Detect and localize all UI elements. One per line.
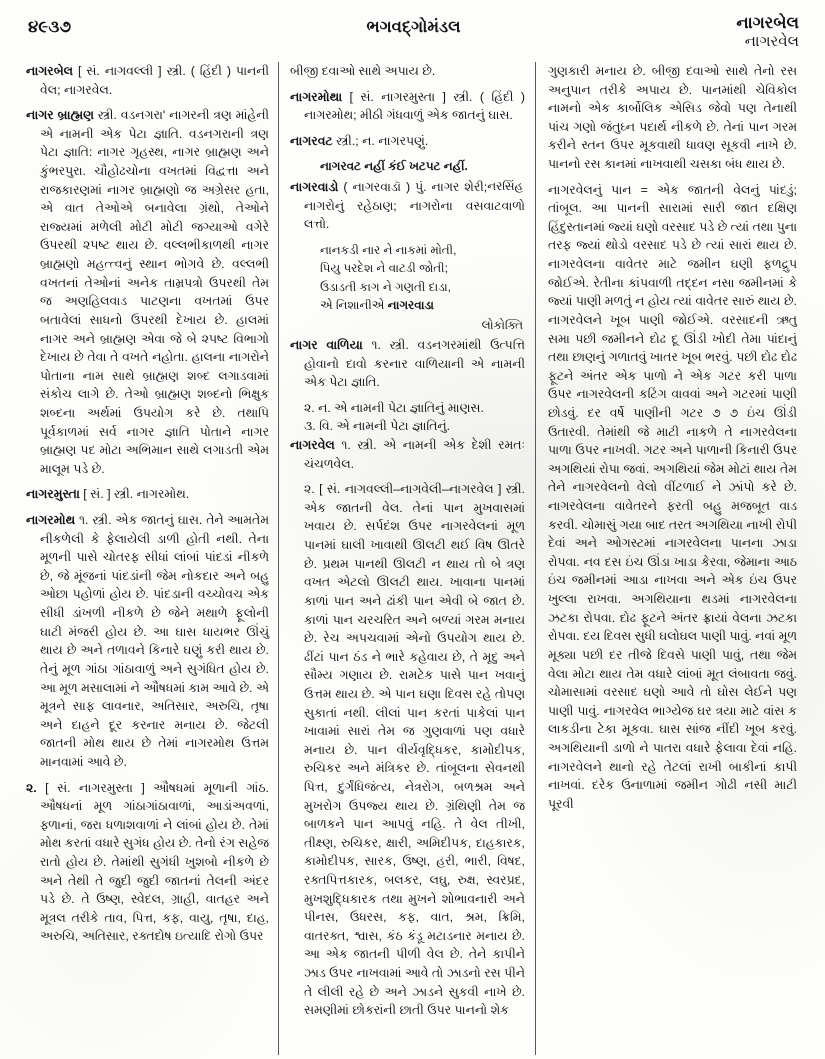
dictionary-entry bbox=[26, 511, 269, 772]
entry-definition: [ સં. નાગરમુસ્તા ] ઔષધમાં મૂળાની ગાંઠ. ઔષધનાં મૂળ ગાંઠાગાંઠાવાળાં, આડાંઅવળાં, ફ્ળાનાં, જરા ધળાશવાળાં ને લાંબાં હોય છે. તેમાં મોથ કરતાં વધારે સુગંધ હોય છે. તેનો રંગ સહેજ રાતો હોય છે. તેમાંથી સુગંધી ખુશબો નીકળે છે અને તેથી તે જુદી જુદી જાતનાં તેલની અંદર પડે છે. તે ઉષ્ણ, સ્વેદલ, ગ્રાહી, વાતહર અને મૂત્રલ તરીકે તાવ, પિત્ત, કફ, વાયુ, તૃષા, દાહ, અરુચિ, અતિસાર, રક્તદોષ ઇત્યાદિ રોગો ઉપર bbox=[36, 780, 269, 944]
running-head-plain: નાગરવેલ bbox=[744, 32, 799, 50]
entry-definition: ( નાગરવાડૉ ) પું. નાગર શેરી; નાગરોનું રહેઠાણ; નાગરોના વસવાટવાળો લત્તો. bbox=[304, 179, 525, 232]
dictionary-entry bbox=[26, 106, 269, 478]
verse-source: નરસિંહ bbox=[487, 178, 523, 193]
verse-source: લોકોક્તિ bbox=[481, 317, 523, 332]
column-container bbox=[26, 62, 803, 1055]
entry-headword: નાગરવટ bbox=[290, 133, 333, 148]
entry-headword: નાગર વાળિયા bbox=[290, 337, 363, 352]
dictionary-entry bbox=[26, 779, 269, 946]
entry-headword: નાગરમુસ્તા bbox=[26, 487, 80, 502]
verse-line: નાગરવટ નહીં કંઈ ખટપટ નહીં. bbox=[320, 159, 468, 174]
dictionary-entry bbox=[290, 132, 525, 151]
entry-headword: નાગરવેલ bbox=[290, 438, 335, 453]
page-header bbox=[28, 14, 799, 60]
dictionary-entry bbox=[290, 336, 525, 392]
verse-line: એ નિશાનીએ નાગરવાડા bbox=[320, 298, 434, 313]
dictionary-entry bbox=[26, 62, 269, 99]
continued-paragraph: નાગરવેલનું પાન = એક જાતની વેલનું પાંદડું; તાંબૂલ. આ પાનની સારામાં સારી જાત દક્ષિણ હિંદુસ્તાનમાં જ્યાં ઘણો વરસાદ પડે છે ત્યાં તથા પુના તરફ જ્યાં થોડો વરસાદ પડે છે ત્યાં સારાં થાય છે. નાગરવેલના વાવેતર માટે જમીન ઘણી ફળદ્રુપ જોઈએ. રેતીના કાંપવાળી તદ્દન નસા જમીનમાં કે જ્યાં પાણી મળતું ન હોય ત્યાં વાવેતર સારું થાય છે. નાગરવેલને ખૂબ પાણી જોઈએ. વરસાદની ઋતુ સમા પછી જમીનને દોઢ દૂ ઊંડી ખોદી તેમા પાંદાનું તથા છાણનું ગળાતવું ખાતર ખૂબ ભરવું. પછી દોઢ દોઢ ફૂટને અંતર એક પાળો ને એક ગટર કરી પાળા ઉપર નાગરવેલની કટિંગ વાવવાં અને ગટરમાં પાણી છોડવું. દર વર્ષે પાણીની ગટર ૭ ૭ ઇંચ ઊંડી ઉતારવી. તેમાંથી જે માટી નાકળે તે નાગરવેલના પાળા ઉપર નાખવી. ગટર અને પાળાની કિનારી ઉપર અગથિયાં રોપા જવાં. અગથિયાં જેમ મોટાં થાય તેમ તેને નાગરવેલનો વેલો વીંટળાઈ ને ઝાંપો કરે છે. નાગરવેલના વાવેતરને ફરતી બહુ મજબૂત વાડ કરવી. ચોમાસું ગયા બાદ તરત અગથિયા નાખી રોપી દેવાં અને ઓગસ્ટમાં નાગરવેલના પાનના ઝાડા રોપવા. નવ દસ ઇંચ ઊંડા ખાડા કેરવા, જેમાના આઠ ઇંચ જમીનમાં આડા નાખવા અને એક ઇંચ ઉપર ખુલ્લા રાખવા. અગથિયાના થડમાં નાગરવેલના ઝટકા રોપવા. દોઢ ફૂટને અંતર ફ્રાયાં વેલના ઝટકા રોપવા. દય દિવસ સુધી ઘલોઘલ પાણી પાવું. નવાં મૂળ મૂક્યા પછી દર તીજે દિવસે પાણી પાવું, તથા જેમ વેલા મોટા થાય તેમ વધારે લાંબાં મૂત લંબાવતા જવું. ચોમાસામાં વરસાદ ઘણો આવે તો ઘોસ લેઈને પણ પાણી પાવું. નાગરવેલ ભાગ્યેજ ઘર ત્રયા માટે વાંસ ક લાકડીના ટેકા મૂકવા. ઘાસ સાંજ નીંદી ખૂબ કરવું. અગથિયાની ડાળો ને પાતરા વધારે ફેલાવા દેવાં નહિ. નાગરવેલને થાનો રહે તેટલાં રાખી બાકીનાં કાપી નાખવાં. દરેક ઉનાળામાં જમીન ગોઢી નસી માટી પૂરવી bbox=[548, 182, 797, 811]
entry-definition: [ સં. ] સ્ત્રી. નાગરમોથ. bbox=[79, 487, 190, 502]
entry-definition: ૧. સ્ત્રી. એક જાતનું ઘાસ. તેને આમતેમ નીકળેલી કે ફેલાયેલી ડાળી હોતી નથી. તેના મૂળની પાસે ચોતરફ સીધાં લાંબાં પાંદડાં નીકળે છે, જે મૂંજનાં પાંદડાંની જેમ નોકદાર અને બહુ ઓછા પહોળાં હોય છે. પાંદડાની વચ્ચોવચ એક સીધી ડાંખળી નીકળે છે જેને મથાળે ફૂલોની ઘાટી મંજરી હોય છે. આ ઘાસ ધાયભર ઊંચું થાય છે અને તળાવને કિનારે ઘણું કરી થાય છે. તેનું મૂળ ગાંઠા ગાંઠાવાળું અને સુગંધિત હોય છે. આ મૂળ મસાલામાં ને ઔષધમાં કામ આવે છે. એ મૂત્રને સાફ લાવનાર, અતિસાર, અરુચિ, તૃષા અને દાહને દૂર કરનાર મનાય છે. જેટલી જાતની મોથ થાય છે તેમાં નાગરમોથ ઉત્તમ માનવામાં આવે છે. bbox=[40, 513, 269, 769]
entry-definition: [ સં. નાગરમુસ્તા ] સ્ત્રી. ( હિંદી ) નાગરમોથ; મીઠી ગંધવાળું એક જાતનું ઘાસ. bbox=[304, 89, 525, 123]
entry-definition: ૧. સ્ત્રી. વડનગરમાંથી ઉત્પત્તિ હોવાનો દાવો કરનાર વાળિયાની એ નામની એક પેટા જ્ઞાતિ. bbox=[304, 337, 525, 390]
continued-paragraph: બીજી દવાઓ સાથે અપાય છે. bbox=[290, 64, 436, 78]
dictionary-entry bbox=[26, 485, 269, 504]
entry-definition: [ સં. નાગવલ્લી ] સ્ત્રી. ( હિંદી ) પાનની વેલ; નાગરવેલ. bbox=[40, 64, 269, 97]
verse-line: નાનકડી નાર ને નાકમાં મોતી, bbox=[320, 242, 457, 257]
book-title: ભગવદ્ગોમંડલ bbox=[366, 18, 461, 36]
entry-headword: નાગરમોથ bbox=[26, 513, 76, 528]
entry-definition: સ્ત્રી. વડનગરા' નાગરની ત્રણ માંહેની એ નામની એક પેટા જ્ઞાતિ. વડનગરાની ત્રણ પેટા જ્ઞાતિ: નાગર ગૃહસ્થ, નાગર બ્રાહ્મણ અને કુંભરપુરા. ચૌહોઢચોના વખતમાં વિદ્વત્તા અને રાજકારણમાં નાગર બ્રાહ્મણો જ અગ્રેસર હતા, એ વાત તેઓએ બનાવેલા ગ્રંથો, તેઓને રાજ્યમાં મળેલી મોટી મોટી જગ્યાઓ વગેરે ઉપરથી ૨૫ષ્ટ થાય છે. વલ્લભીકાળથી નાગર બ્રાહ્મણો મહત્ત્વનું સ્થાન ભોગવે છે. વલ્લભી વખતનાં તેઓનાં અનેક તામ્રપત્રો ઉપરથી તેમ જ અણહિલવાડ પાટણના વખતમાં ઉપર બતાવેલાં સાધનો ઉપરથી દેખાય છે. હાલમાં નાગર અને બ્રાહ્મણ એવા જે બે ૨૫ષ્ટ વિભાગો દેખાય છે તેવા તે વખતે નહોતા. હાલના નાગરોને પોતાના નામ સાથે બ્રાહ્મણ શબ્દ લગાડવામાં સંકોચ લાગે છે. તેઓ બ્રાહ્મણ શબ્દનો ભિક્ષુક શબ્દના અર્થમાં ઉપયોગ કરે છે. તથાપિ પૂર્વકાળમાં સર્વ નાગર જ્ઞાતિ પોતાને નાગર બ્રાહ્મણ પદ મોટા અભિમાન સાથે લગાડતી એમ માલૂમ પડે છે. bbox=[40, 108, 269, 476]
entry-definition: સ્ત્રી.; ન. નાગરપણું. bbox=[332, 133, 429, 148]
text-column-3 bbox=[536, 62, 797, 1055]
entry-sense: ૨. ન. એ નામની પેટા જ્ઞાતિનું માણસ. bbox=[304, 400, 484, 415]
entry-headword: નાગરવાડો bbox=[290, 179, 339, 194]
dictionary-entry bbox=[290, 88, 525, 125]
entry-headword: નાગર બ્રાહ્મણ bbox=[26, 108, 94, 123]
page-number: ૪૯૩૭ bbox=[28, 18, 72, 36]
dictionary-entry bbox=[290, 436, 525, 473]
running-head bbox=[736, 14, 799, 50]
verse-line: ઉડાડતી કાગ ને ગણતી દાડા, bbox=[320, 279, 451, 294]
entry-sense: ૩. વિ. એ નામની પેટા જ્ઞાતિનું. bbox=[304, 419, 451, 434]
entry-headword: નાગરમોથા bbox=[290, 89, 343, 104]
continued-paragraph: ગુણકારી મનાય છે. બીજી દવાઓ સાથે તેનો રસ અનુપાન તરીકે અપાય છે. પાનમાંથી ચેવિકોલ નામનો એક કાર્બોલિક એસિડ જેવો પણ તેનાથી પાંચ ગણો જંતુઘ્ન પદાર્થ નીકળે છે. તેનાં પાન ગરમ કરીને સ્તન ઉપર મૂકવાથી ધાવણ સૂકવી નાખે છે. પાનનો રસ કાનમાં નાખવાથી ચસકા બંધ થાય છે. bbox=[548, 64, 797, 172]
verse-line: પિયુ પરદેશ ને વાટડી જોતી; bbox=[320, 261, 448, 276]
text-column-1 bbox=[26, 62, 278, 1055]
entry-headword: ૨. bbox=[26, 780, 37, 795]
text-column-2 bbox=[279, 62, 535, 1055]
running-head-bold: નાગરબેલ bbox=[736, 14, 799, 32]
verse-quotation bbox=[290, 241, 525, 334]
entry-definition: ૧. સ્ત્રી. એ નામની એક દેશી રમતઃ ચંચળવેલ. bbox=[304, 438, 525, 471]
entry-sense: ૨. [ સં. નાગવલ્લી–નાગવેલી–નાગરવેલ ] સ્ત્રી. એક જાતની વેલ. તેનાં પાન મુખવાસમાં ખવાય છે. સર્પદંશ ઉપર નાગરવેલનાં મૂળ પાનમાં ઘાલી ખાવાથી ઊલટી થઈ વિષ ઊતરે છે. પ્રથમ પાનથી ઊલટી ન થાય તો બે ત્રણ વખત એટલો ઊલટી થાય. ખાવાના પાનમાં કાળાં પાન અને ઢાંકી પાન એવી બે જાત છે. કાળાં પાન ચરચરિત અને બળ્યાં ગરમ મનાય છે. રેચ અપચવામાં એનો ઉપયોગ થાય છે. ઢીંટાં પાન ઠંડ ને ભારે કહેવાય છે, તે મૃદુ અને સૌમ્ય ગણાય છે. રામટેક પાસે પાન ખવાનું ઉત્તમ થાય છે. એ પાન ઘણા દિવસ રહે તોપણ સુકાતાં નથી. લીલાં પાન કરતાં પાકેલાં પાન ખાવામાં સારાં તેમ જ ગુણવાળાં પણ વધારે મનાય છે. પાન વીર્યવૃદ્ધિકર, કામોદીપક, રુચિકર અને મંત્રિકર છે. તાંબૂલના સેવનથી પિત્ત, દુર્ગંધિજંત્ય, નેત્રરોગ, બળશ્રમ અને મુખરોગ ઉપજ્ય થાય છે. ગ્રંથિણી તેમ જ બાળકને પાન આપવું નહિ. તે વેલ તીખી, તીક્ષ્ણ, રુચિકર, ક્ષારી, અમિદીપક, દાહકારક, કામોદીપક, સારક, ઉષ્ણ, હરી, ભારી, વિષદ, રક્તપિત્તકારક, બલકર, લઘુ, રુક્ષ, સ્વરપ્રદ, મુખશુદ્ધિકારક તથા મુખને શોભાવનારી અને પીનસ, ઉધરસ, કફ, વાત, શ્રમ, ક્રિમિ, વાતરક્ત, શ્વાસ, કંઠ કંડૂ મટાડનાર મનાય છે. આ એક જાતની પીળી વેલ છે. તેને કાપીને ઝાડ ઉપર નાખવામાં આવે તો ઝાડનો રસ પીને તે લીલી રહે છે અને ઝાડને સુકવી નાખે છે. સમણીમાં છોકરાંની છાતી ઉપર પાનનો શેક bbox=[304, 482, 525, 1018]
entry-headword: નાગરબેલ bbox=[26, 64, 74, 78]
